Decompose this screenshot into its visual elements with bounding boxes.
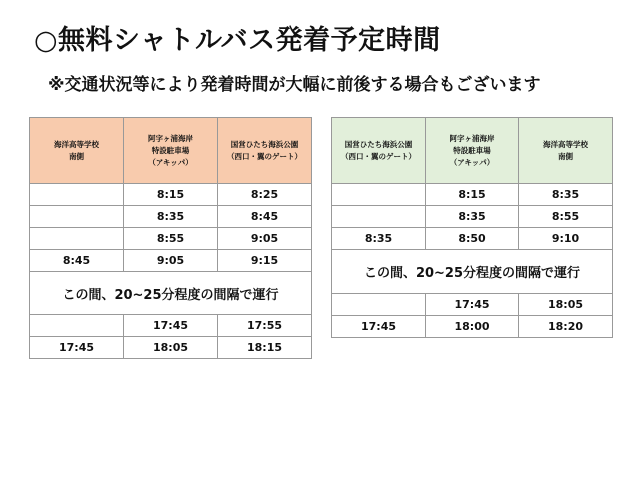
interval-row xyxy=(30,272,312,315)
time-cell: 9:15 xyxy=(218,250,312,272)
table-header-row xyxy=(332,118,613,184)
time-cell: 17:45 xyxy=(124,315,218,337)
header-cell: 阿字ヶ浦海岸 特設駐車場 （アキッパ） xyxy=(124,118,218,184)
time-cell: 8:35 xyxy=(426,206,519,228)
time-cell: 17:55 xyxy=(218,315,312,337)
time-cell xyxy=(30,228,124,250)
time-cell xyxy=(332,294,426,316)
time-cell xyxy=(30,206,124,228)
time-cell xyxy=(332,184,426,206)
time-cell: 8:25 xyxy=(218,184,312,206)
interval-row xyxy=(332,250,613,294)
time-cell: 8:45 xyxy=(30,250,124,272)
header-cell: 海洋高等学校 南側 xyxy=(30,118,124,184)
time-cell: 9:05 xyxy=(124,250,218,272)
time-cell xyxy=(332,206,426,228)
time-cell: 18:20 xyxy=(519,316,613,338)
table-row xyxy=(30,228,312,250)
timetable-outbound xyxy=(29,117,312,359)
time-cell: 18:00 xyxy=(426,316,519,338)
header-cell: 国営ひたち海浜公園 （西口・翼のゲート） xyxy=(332,118,426,184)
timetable-return xyxy=(331,117,613,338)
table-row xyxy=(30,250,312,272)
table-header-row xyxy=(30,118,312,184)
time-cell: 18:05 xyxy=(124,337,218,359)
time-cell: 9:10 xyxy=(519,228,613,250)
table-row xyxy=(30,206,312,228)
table-row xyxy=(332,206,613,228)
time-cell: 17:45 xyxy=(426,294,519,316)
time-cell: 8:50 xyxy=(426,228,519,250)
table-row xyxy=(332,294,613,316)
time-cell: 8:55 xyxy=(124,228,218,250)
time-cell: 18:05 xyxy=(519,294,613,316)
time-cell: 8:15 xyxy=(426,184,519,206)
table-row xyxy=(30,184,312,206)
time-cell: 8:15 xyxy=(124,184,218,206)
header-cell: 国営ひたち海浜公園 （西口・翼のゲート） xyxy=(218,118,312,184)
time-cell: 8:55 xyxy=(519,206,613,228)
notice-text: ※交通状況等により発着時間が大幅に前後する場合もございます xyxy=(48,75,541,95)
table-row xyxy=(30,337,312,359)
header-cell: 阿字ヶ浦海岸 特設駐車場 （アキッパ） xyxy=(426,118,519,184)
time-cell xyxy=(30,184,124,206)
time-cell: 17:45 xyxy=(30,337,124,359)
table-row xyxy=(30,315,312,337)
page-title: ○無料シャトルバス発着予定時間 xyxy=(34,25,441,56)
interval-note: この間、20~25分程度の間隔で運行 xyxy=(332,250,613,294)
time-cell: 9:05 xyxy=(218,228,312,250)
interval-note: この間、20~25分程度の間隔で運行 xyxy=(30,272,312,315)
table-row xyxy=(332,228,613,250)
table-row xyxy=(332,184,613,206)
time-cell: 8:35 xyxy=(332,228,426,250)
time-cell: 17:45 xyxy=(332,316,426,338)
time-cell: 18:15 xyxy=(218,337,312,359)
time-cell: 8:35 xyxy=(124,206,218,228)
header-cell: 海洋高等学校 南側 xyxy=(519,118,613,184)
time-cell xyxy=(30,315,124,337)
table-row xyxy=(332,316,613,338)
time-cell: 8:35 xyxy=(519,184,613,206)
time-cell: 8:45 xyxy=(218,206,312,228)
